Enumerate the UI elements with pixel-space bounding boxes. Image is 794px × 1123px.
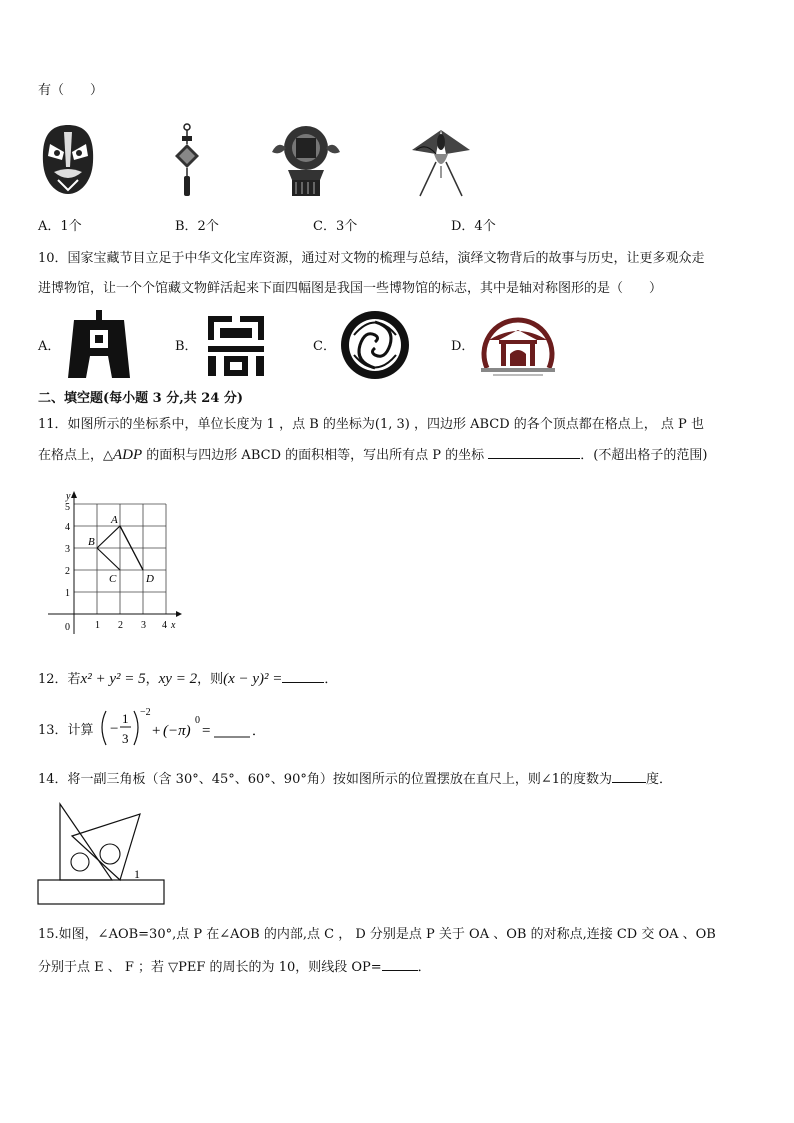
angle-1-label: 1 (134, 867, 140, 881)
q11-line1: 11．如图所示的坐标系中，单位长度为 1 ，点 B 的坐标为(1, 3) ，四边形 ABCD 的各个顶点都在格点上， 点 P 也 (38, 417, 704, 432)
x-tick-3: 3 (141, 620, 146, 631)
y-tick-1: 1 (65, 588, 70, 599)
museum-logo-c (340, 310, 410, 380)
section-title: 二、填空题(每小题 3 分,共 24 分) (38, 391, 244, 406)
q13-expression (96, 705, 266, 753)
q13-plus: + (152, 723, 161, 739)
q12-sep1: ， (145, 672, 159, 687)
q9-option-d: D．4个 (451, 219, 496, 234)
q13-denominator: 3 (122, 731, 129, 746)
q15-line1: 15.如图，∠AOB=30°,点 P 在∠AOB 的内部,点 C ， D 分别是点 P 关于 OA 、OB 的对称点,连接 CD 交 OA 、OB (38, 927, 716, 942)
q11-var-adp: ADP (113, 447, 143, 463)
point-d-label: D (146, 573, 154, 585)
x-tick-1: 1 (95, 620, 100, 631)
q10-option-c: C． (313, 339, 336, 354)
point-c-label: C (109, 573, 117, 585)
y-tick-2: 2 (65, 566, 70, 577)
q11-answer-blank[interactable] (488, 446, 580, 459)
kite-image (406, 122, 476, 200)
q13-prefix: 13．计算 (38, 723, 94, 738)
y-tick-5: 5 (65, 502, 70, 513)
q13-exponent: −2 (140, 707, 151, 718)
q9-tail: 有（ ） (38, 83, 104, 98)
q9-option-c: C．3个 (313, 219, 358, 234)
q11-coordinate-grid (40, 488, 190, 638)
q10-option-a: A． (38, 339, 61, 354)
q12-expr3: (x − y)² = (223, 671, 283, 687)
q11-line2-suffix: ．(不超出格子的范围) (580, 448, 708, 463)
x-tick-2: 2 (118, 620, 123, 631)
q15-line2-prefix: 分别于点 E 、 F ；若 ▽PEF 的周长的为 10，则线段 OP= (38, 960, 382, 975)
q12-sep2: ，则 (197, 672, 224, 687)
q14-triangle-ruler-figure (36, 800, 168, 910)
q15-line2 (38, 958, 431, 977)
q15-answer-blank[interactable] (382, 958, 418, 971)
q14-text-a: 14．将一副三角板（含 30°、45°、60°、90°角）按如图所示的位置摆放在直尺上，则∠1的度数为 (38, 772, 613, 787)
q10-line2: 进博物馆，让一个个馆藏文物鲜活起来下面四幅图是我国一些博物馆的标志，其中是轴对称图形的是（ ） (38, 281, 663, 296)
q12-expr1: x² + y² = 5 (80, 671, 146, 687)
opera-mask-image (38, 122, 98, 197)
y-tick-3: 3 (65, 544, 70, 555)
q12-expr2: xy = 2 (158, 671, 198, 687)
point-a-label: A (111, 514, 118, 526)
q13-end: ． (252, 723, 266, 738)
q14-answer-blank[interactable] (612, 770, 646, 783)
q14-text (38, 770, 672, 789)
q12-answer-blank[interactable] (282, 670, 324, 683)
q10-line1: 10．国家宝藏节目立足于中华文化宝库资源，通过对文物的梳理与总结，演绎文物背后的故事与历史，让更多观众走 (38, 251, 705, 266)
q15-line2-end: ． (417, 960, 431, 975)
q13-pi-term: (−π) (163, 723, 191, 739)
y-tick-4: 4 (65, 522, 70, 533)
x-tick-4: 4 (162, 620, 167, 631)
q11-line2-prefix: 在格点上，△ (38, 448, 113, 463)
q13-numerator: 1 (122, 711, 129, 726)
q11-line2-middle: 的面积与四边形 ABCD 的面积相等，写出所有点 P 的坐标 (142, 448, 485, 463)
point-b-label: B (88, 536, 95, 548)
museum-logo-a (64, 308, 134, 382)
y-axis-label: y (66, 491, 71, 502)
chinese-knot-image (172, 122, 202, 200)
paper-cut-image (268, 122, 344, 200)
q13-minus: − (110, 721, 119, 737)
q12 (38, 670, 337, 689)
museum-logo-b (202, 310, 270, 382)
q9-option-b: B．2个 (175, 219, 219, 234)
museum-logo-d (477, 310, 559, 380)
x-axis-label: x (171, 620, 176, 631)
q12-end: ． (324, 672, 338, 687)
origin-label: 0 (65, 622, 70, 633)
q10-option-b: B． (175, 339, 198, 354)
q13-exponent-zero: 0 (195, 715, 200, 726)
q14-text-b: 度． (646, 772, 673, 787)
q13-equals: = (202, 723, 211, 739)
q9-option-a: A．1个 (38, 219, 82, 234)
q12-prefix: 12．若 (38, 672, 81, 687)
q11-line2 (38, 446, 707, 465)
q10-option-d: D． (451, 339, 475, 354)
